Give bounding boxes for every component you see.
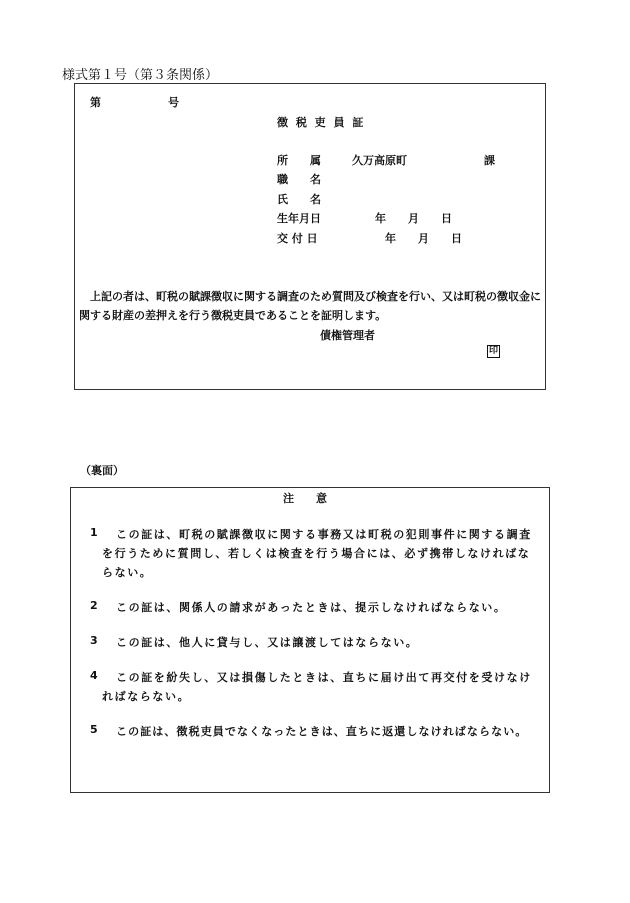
position-label: 職 名 [277, 173, 321, 186]
note-line: この証は、町税の賦課徴収に関する事務又は町税の犯則事件に関する調査 [116, 528, 532, 541]
birth-date-label: 生年月日 [277, 212, 321, 225]
note-line: を行うために質問し、若しくは検査を行う場合には、必ず携帯しなければな [102, 547, 531, 560]
note-number: 4 [90, 669, 100, 682]
note-number: 3 [90, 634, 100, 647]
issue-date-value: 年 月 日 [385, 232, 462, 245]
note-number: 2 [90, 599, 100, 612]
note-line: この証は、徴税吏員でなくなったときは、直ちに返還しなければならない。 [116, 725, 528, 738]
note-line: この証は、関係人の請求があったときは、提示しなければならない。 [116, 601, 507, 614]
notes-heading: 注 意 [283, 492, 327, 505]
seal-stamp: 印 [488, 346, 498, 356]
issuer-title: 債権管理者 [320, 329, 375, 342]
back-side-label: （裏面） [80, 464, 124, 477]
note-number: 5 [90, 723, 100, 736]
note-number: 1 [90, 526, 100, 539]
affiliation-suffix: 課 [484, 154, 495, 167]
card-number-suffix: 号 [168, 96, 179, 109]
note-line: この証を紛失し、又は損傷したときは、直ちに届け出て再交付を受けなけ [116, 671, 532, 684]
certification-line-2: 関する財産の差押えを行う徴税吏員であることを証明します。 [79, 309, 387, 322]
card-title: 徴 税 吏 員 証 [277, 116, 366, 129]
note-line: ればならない。 [102, 690, 191, 703]
card-number-prefix: 第 [90, 96, 101, 109]
affiliation-label: 所 属 [277, 154, 321, 167]
name-label: 氏 名 [277, 193, 321, 206]
note-line: この証は、他人に貸与し、又は譲渡してはならない。 [116, 636, 419, 649]
birth-date-value: 年 月 日 [375, 212, 452, 225]
affiliation-value: 久万高原町 [352, 154, 407, 167]
certification-line-1: 上記の者は、町税の賦課徴収に関する調査のため質問及び検査を行い、又は町税の徴収金に [90, 290, 541, 303]
form-number-label: 様式第１号（第３条関係） [62, 68, 219, 83]
issue-date-label: 交 付 日 [277, 232, 318, 245]
note-line: らない。 [102, 566, 153, 579]
